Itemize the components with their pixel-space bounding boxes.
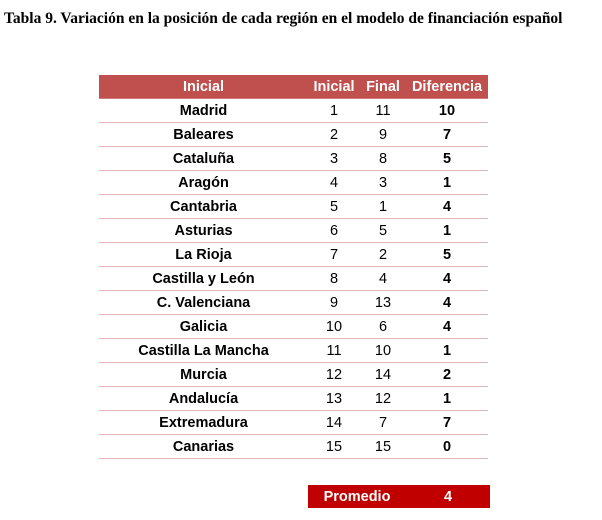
diferencia-cell: 4 [406,291,488,315]
diferencia-cell: 7 [406,411,488,435]
promedio-value: 4 [443,488,453,505]
diferencia-cell: 4 [406,267,488,291]
region-cell: Cataluña [99,147,308,171]
diferencia-cell: 4 [406,195,488,219]
inicial-cell: 1 [308,99,360,123]
region-cell: Castilla La Mancha [99,339,308,363]
table-row [99,147,488,171]
inicial-cell: 5 [308,195,360,219]
header-row [99,75,488,99]
region-cell: Canarias [99,435,308,459]
region-cell: Cantabria [99,195,308,219]
final-cell: 1 [360,195,406,219]
diferencia-cell: 2 [406,363,488,387]
final-cell: 10 [360,339,406,363]
final-cell: 7 [360,411,406,435]
final-cell: 2 [360,243,406,267]
inicial-cell: 11 [308,339,360,363]
region-cell: Extremadura [99,411,308,435]
table-row [99,123,488,147]
inicial-cell: 13 [308,387,360,411]
final-cell: 15 [360,435,406,459]
inicial-cell: 15 [308,435,360,459]
inicial-cell: 6 [308,219,360,243]
region-cell: Madrid [99,99,308,123]
region-cell: Galicia [99,315,308,339]
table-row [99,435,488,459]
final-cell: 12 [360,387,406,411]
final-cell: 11 [360,99,406,123]
promedio-box [308,485,490,508]
final-cell: 8 [360,147,406,171]
region-table [99,75,488,459]
diferencia-cell: 10 [406,99,488,123]
promedio-label: Promedio [323,488,391,505]
inicial-cell: 8 [308,267,360,291]
diferencia-cell: 7 [406,123,488,147]
header-inicial: Inicial [308,75,360,99]
diferencia-cell: 4 [406,315,488,339]
region-cell: Aragón [99,171,308,195]
final-cell: 5 [360,219,406,243]
final-cell: 9 [360,123,406,147]
inicial-cell: 14 [308,411,360,435]
inicial-cell: 7 [308,243,360,267]
table-row [99,363,488,387]
table-row [99,195,488,219]
table-body [99,99,488,459]
table-caption: Tabla 9. Variación en la posición de cada región en el modelo de financiación español [4,10,563,27]
table-row [99,411,488,435]
table-row [99,291,488,315]
table-row [99,243,488,267]
region-cell: Castilla y León [99,267,308,291]
table-row [99,267,488,291]
region-cell: Asturias [99,219,308,243]
table-row [99,387,488,411]
diferencia-cell: 5 [406,147,488,171]
inicial-cell: 3 [308,147,360,171]
inicial-cell: 9 [308,291,360,315]
region-cell: C. Valenciana [99,291,308,315]
table-row [99,219,488,243]
diferencia-cell: 1 [406,219,488,243]
diferencia-cell: 0 [406,435,488,459]
inicial-cell: 10 [308,315,360,339]
diferencia-cell: 5 [406,243,488,267]
diferencia-cell: 1 [406,171,488,195]
inicial-cell: 12 [308,363,360,387]
region-cell: La Rioja [99,243,308,267]
diferencia-cell: 1 [406,339,488,363]
table-row [99,339,488,363]
final-cell: 3 [360,171,406,195]
final-cell: 6 [360,315,406,339]
region-cell: Baleares [99,123,308,147]
header-final: Final [360,75,406,99]
inicial-cell: 4 [308,171,360,195]
table-row [99,315,488,339]
header-diferencia: Diferencia [406,75,488,99]
final-cell: 14 [360,363,406,387]
final-cell: 4 [360,267,406,291]
inicial-cell: 2 [308,123,360,147]
table-row [99,171,488,195]
final-cell: 13 [360,291,406,315]
region-cell: Andalucía [99,387,308,411]
diferencia-cell: 1 [406,387,488,411]
table-row [99,99,488,123]
header-region: Inicial [99,75,308,99]
region-cell: Murcia [99,363,308,387]
